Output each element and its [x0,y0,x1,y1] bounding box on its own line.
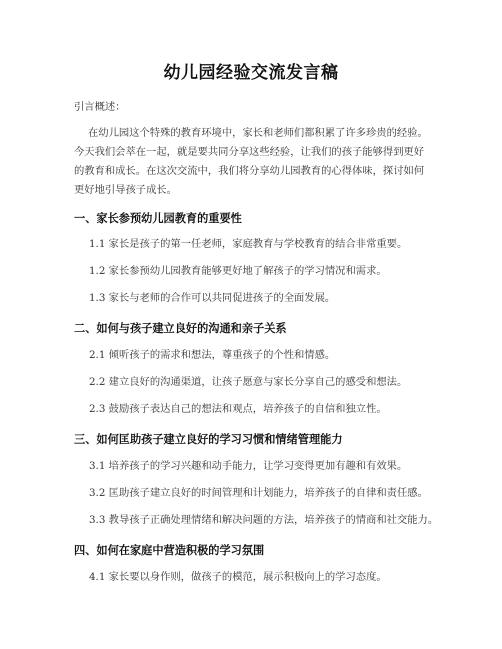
section-heading-3: 三、如何匡助孩子建立良好的学习习惯和情绪管理能力 [74,433,343,446]
intro-label: 引言概述： [74,101,126,113]
section-heading-4: 四、如何在家庭中营造积极的学习氛围 [74,544,265,557]
section-heading-2: 二、如何与孩子建立良好的沟通和亲子关系 [74,322,287,335]
section-1-item-1: 1.1 家长是孩子的第一任老师，家庭教育与学校教育的结合非常重要。 [89,238,408,250]
section-3-item-1: 3.1 培养孩子的学习兴趣和动手能力，让学习变得更加有趣和有效果。 [89,460,408,472]
section-2-item-1: 2.1 倾听孩子的需求和想法，尊重孩子的个性和情感。 [89,349,336,361]
section-1-item-3: 1.3 家长与老师的合作可以共同促进孩子的全面发展。 [89,292,336,304]
section-3-item-3: 3.3 教导孩子正确处理情绪和解决问题的方法，培养孩子的情商和社交能力。 [89,514,439,526]
section-4-item-1: 4.1 家长要以身作则，做孩子的模范，展示积极向上的学习态度。 [89,571,387,583]
intro-paragraph: 在幼儿园这个特殊的教育环境中，家长和老师们都积累了许多珍贵的经验。今天我们会萃在一起，就是要共同分享这些经验，让我们的孩子能够得到更好的教育和成长。在这次交流中，我们将分享幼儿园教育的心得体味，探讨如何更好地引导孩子成长。 [74,127,428,196]
document-title: 幼儿园经验交流发言稿 [163,63,339,83]
section-1-item-2: 1.2 家长参预幼儿园教育能够更好地了解孩子的学习情况和需求。 [89,265,387,277]
section-3-item-2: 3.2 匡助孩子建立良好的时间管理和计划能力，培养孩子的自律和责任感。 [89,487,428,499]
section-2-item-2: 2.2 建立良好的沟通渠道，让孩子愿意与家长分享自己的感受和想法。 [89,376,408,388]
section-2-item-3: 2.3 鼓励孩子表达自己的想法和观点，培养孩子的自信和独立性。 [89,403,387,415]
section-heading-1: 一、家长参预幼儿园教育的重要性 [74,212,242,225]
